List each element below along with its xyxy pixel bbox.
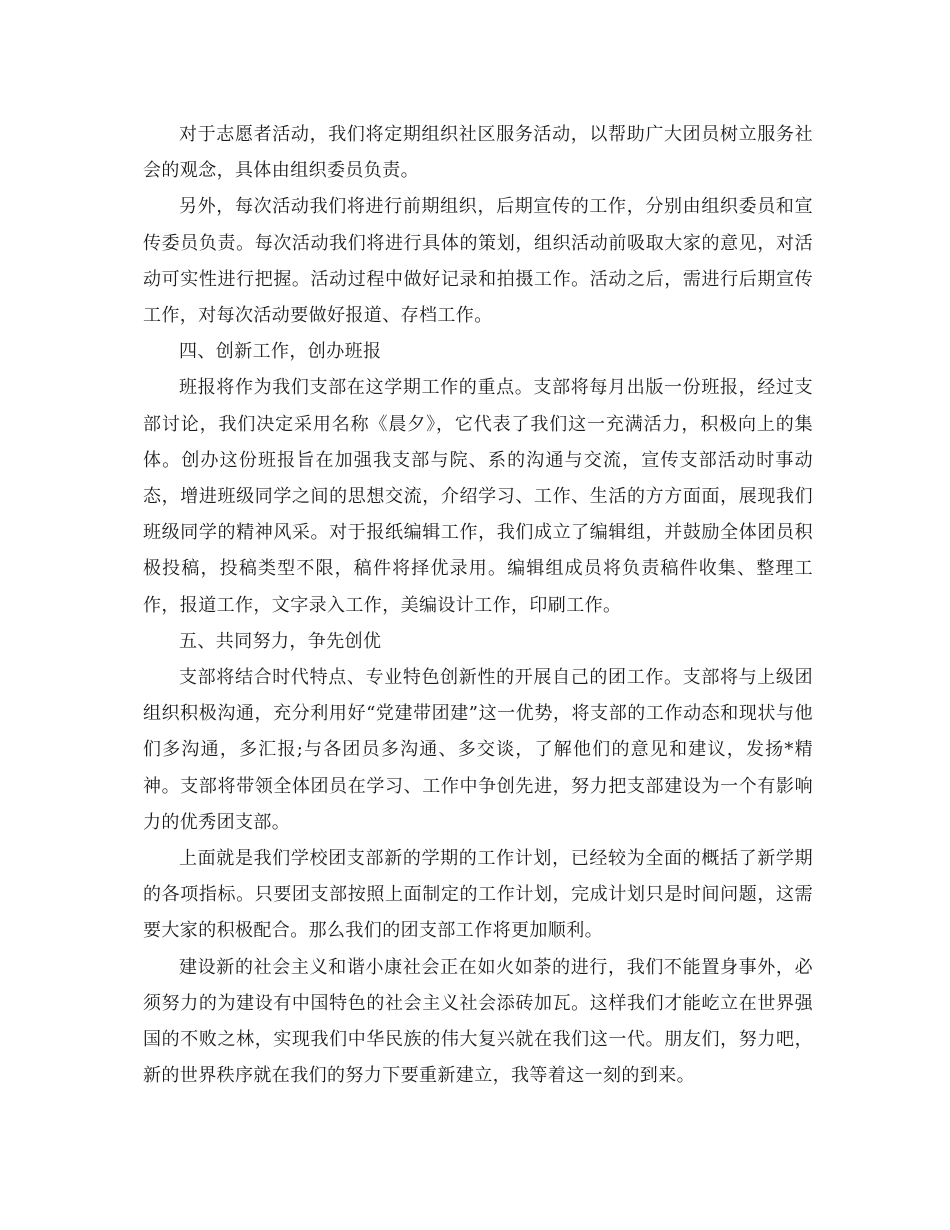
document-body	[143, 117, 813, 1094]
paragraph-closing: 建设新的社会主义和谐小康社会正在如火如荼的进行，我们不能置身事外，必须努力的为建设有中国特色的社会主义社会添砖加瓦。这样我们才能屹立在世界强国的不败之林，实现我们中华民族的伟大复兴就在我们这一代。朋友们，努力吧，新的世界秩序就在我们的努力下要重新建立，我等着这一刻的到来。	[143, 956, 813, 1087]
paragraph-volunteer: 对于志愿者活动，我们将定期组织社区服务活动，以帮助广大团员树立服务社会的观念，具体由组织委员负责。	[143, 124, 813, 182]
paragraph-branch-work: 支部将结合时代特点、专业特色创新性的开展自己的团工作。支部将与上级团组织积极沟通，充分利用好“党建带团建”这一优势，将支部的工作动态和现状与他们多沟通，多汇报;与各团员多沟通、多交谈，了解他们的意见和建议，发扬*精神。支部将带领全体团员在学习、工作中争创先进，努力把支部建设为一个有影响力的优秀团支部。	[143, 667, 813, 833]
section-heading-class-newspaper: 四、创新工作，创办班报	[179, 341, 382, 363]
section-heading-strive-excellence: 五、共同努力，争先创优	[179, 630, 382, 652]
paragraph-summary: 上面就是我们学校团支部新的学期的工作计划，已经较为全面的概括了新学期的各项指标。只要团支部按照上面制定的工作计划，完成计划只是时间问题，这需要大家的积极配合。那么我们的团支部工作将更加顺利。	[143, 848, 813, 942]
paragraph-activity-organization: 另外，每次活动我们将进行前期组织，后期宣传的工作，分别由组织委员和宣传委员负责。每次活动我们将进行具体的策划，组织活动前吸取大家的意见，对活动可实性进行把握。活动过程中做好记录和拍摄工作。活动之后，需进行后期宣传工作，对每次活动要做好报道、存档工作。	[143, 196, 813, 327]
paragraph-class-newspaper: 班报将作为我们支部在这学期工作的重点。支部将每月出版一份班报，经过支部讨论，我们决定采用名称《晨夕》，它代表了我们这一充满活力，积极向上的集体。创办这份班报旨在加强我支部与院、系的沟通与交流，宣传支部活动时事动态，增进班级同学之间的思想交流，介绍学习、工作、生活的方方面面，展现我们班级同学的精神风采。对于报纸编辑工作，我们成立了编辑组，并鼓励全体团员积极投稿，投稿类型不限，稿件将择优录用。编辑组成员将负责稿件收集、整理工作，报道工作，文字录入工作，美编设计工作，印刷工作。	[143, 377, 813, 616]
